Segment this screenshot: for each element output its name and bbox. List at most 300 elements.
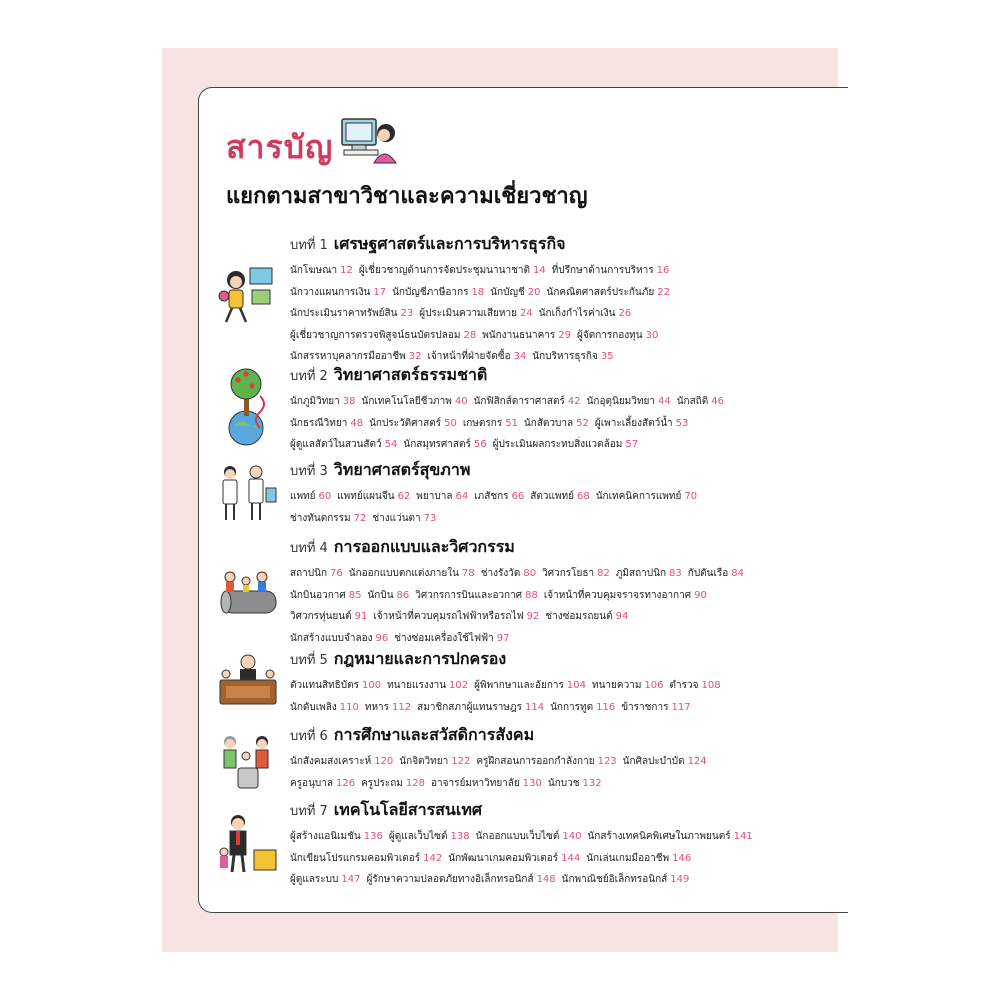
- page-number: 35: [600, 351, 614, 362]
- career-name: ทหาร: [364, 701, 390, 713]
- page-number: 106: [644, 680, 664, 691]
- engineering-illustration: [216, 567, 280, 623]
- toc-entry: [476, 831, 582, 842]
- toc-entry: [476, 756, 616, 767]
- toc-entry: [623, 756, 707, 767]
- career-name: ครูประถม: [361, 777, 403, 789]
- career-name: ข้าราชการ: [621, 701, 669, 713]
- career-name: ผู้รักษาความปลอดภัยทางอิเล็กทรอนิกส์: [366, 874, 534, 885]
- toc-entry: [290, 702, 359, 713]
- career-name: ช่างทันตกรรม: [290, 512, 351, 524]
- toc-entry: [481, 568, 536, 579]
- page-number: 82: [597, 568, 610, 579]
- page-number: 146: [672, 852, 692, 864]
- page-number: 92: [526, 611, 540, 622]
- toc-entry: [562, 874, 690, 885]
- page-number: 44: [657, 396, 671, 407]
- entry-line: [290, 826, 830, 848]
- toc-entry: [290, 568, 343, 579]
- page-number: 22: [657, 286, 670, 298]
- page-number: 84: [731, 568, 745, 579]
- toc-entry: [392, 287, 484, 298]
- toc-entry: [290, 308, 413, 319]
- page-number: 48: [350, 417, 364, 429]
- career-name: ที่ปรึกษาด้านการบริหาร: [551, 265, 654, 276]
- career-name: นักโฆษณา: [290, 265, 338, 276]
- toc-entry: [290, 396, 356, 407]
- page-number: 30: [645, 329, 659, 341]
- chapter-title: การศึกษาและสวัสดิการสังคม: [333, 725, 535, 744]
- career-name: ผู้ดูแลระบบ: [290, 874, 339, 885]
- page-number: 141: [733, 831, 753, 842]
- toc-entry: [290, 265, 353, 276]
- career-name: วิศวกรหุ่นยนต์: [290, 611, 352, 622]
- career-name: ผู้เพาะเลี้ยงสัตว์น้ำ: [594, 417, 673, 429]
- page-number: 68: [576, 491, 590, 502]
- chapter-entries: [290, 260, 830, 368]
- career-name: ตัวแทนสิทธิบัตร: [290, 680, 359, 691]
- toc-entry: [387, 680, 468, 691]
- page-number: 149: [670, 874, 690, 885]
- chapter-number: บทที่ 3: [290, 464, 328, 479]
- toc-entry: [545, 611, 628, 622]
- entry-line: [290, 486, 830, 508]
- career-name: อาจารย์มหาวิทยาลัย: [430, 777, 520, 789]
- career-name: นักพาณิชย์อิเล็กทรอนิกส์: [561, 874, 668, 885]
- career-name: ครูอนุบาล: [290, 777, 333, 789]
- career-name: นักบริหารธุรกิจ: [532, 351, 598, 362]
- career-name: นักศิลปะบำบัด: [622, 756, 685, 767]
- business-illustration: [216, 262, 280, 328]
- entry-line: [290, 751, 830, 773]
- entry-line: [290, 869, 830, 891]
- page-number: 102: [449, 680, 469, 691]
- career-name: ครูฝึกสอนการออกกำลังกาย: [476, 756, 595, 767]
- page-number: 88: [525, 589, 538, 601]
- career-name: นักภูมิวิทยา: [290, 396, 340, 407]
- toc-entry: [290, 513, 366, 524]
- toc-entry: [290, 330, 476, 341]
- page-number: 20: [527, 286, 541, 298]
- page-number: 12: [340, 265, 353, 276]
- entry-line: [290, 282, 830, 304]
- toc-entry: [290, 590, 361, 601]
- career-name: นักการทูต: [550, 701, 594, 713]
- chapter-entries: [290, 751, 830, 794]
- chapter-2: [290, 363, 830, 456]
- career-name: นักวางแผนการเงิน: [290, 286, 371, 298]
- toc-entry: [415, 590, 538, 601]
- chapter-4: [290, 535, 830, 649]
- chapter-number: บทที่ 7: [290, 804, 328, 819]
- career-name: ช่างซ่อมเครื่องใช้ไฟฟ้า: [394, 632, 494, 644]
- career-name: ผู้เชี่ยวชาญด้านการจัดประชุมนานาชาติ: [358, 265, 530, 276]
- toc-entry: [530, 491, 589, 502]
- entry-line: [290, 325, 830, 347]
- entry-line: [290, 303, 830, 325]
- career-name: นักอุตุนิยมวิทยา: [586, 396, 655, 407]
- toc-entry: [290, 418, 363, 429]
- toc-entry: [369, 418, 457, 429]
- toc-entry: [546, 287, 669, 298]
- page-number: 50: [444, 417, 457, 429]
- page-number: 40: [454, 396, 468, 407]
- toc-entry: [337, 491, 410, 502]
- toc-entry: [688, 568, 744, 579]
- toc-entry: [290, 351, 421, 362]
- toc-entry: [474, 680, 586, 691]
- toc-entry: [670, 680, 721, 691]
- page-number: 122: [451, 756, 471, 767]
- page-number: 29: [558, 329, 571, 341]
- page-number: 70: [684, 491, 698, 502]
- page-number: 117: [671, 701, 691, 713]
- toc-entry: [542, 568, 610, 579]
- career-name: ผู้ประเมินความเสียหาย: [419, 308, 517, 319]
- chapter-title: วิทยาศาสตร์ธรรมชาติ: [333, 365, 488, 384]
- toc-entry: [366, 874, 555, 885]
- chapter-number: บทที่ 1: [290, 238, 328, 253]
- career-name: นักสมุทรศาสตร์: [403, 439, 471, 450]
- chapter-number: บทที่ 6: [290, 729, 328, 744]
- career-name: ช่างซ่อมรถยนต์: [545, 611, 613, 622]
- page-number: 130: [522, 777, 542, 789]
- toc-entry: [290, 778, 355, 789]
- page-number: 56: [473, 439, 487, 450]
- chapter-title: เศรษฐศาสตร์และการบริหารธุรกิจ: [333, 234, 566, 253]
- career-name: นักบิน: [367, 589, 394, 601]
- toc-entry: [394, 633, 509, 644]
- law-government-illustration: [216, 652, 280, 710]
- page-number: 57: [625, 439, 639, 450]
- page-number: 76: [330, 568, 343, 579]
- toc-entry: [532, 351, 613, 362]
- page-number: 124: [687, 756, 707, 767]
- page-subtitle: แยกตามสาขาวิชาและความเชี่ยวชาญ: [226, 184, 588, 209]
- career-name: วิศวกรโยธา: [542, 568, 595, 579]
- career-name: ภูมิสถาปนิก: [615, 568, 667, 579]
- entry-line: [290, 260, 830, 282]
- page-number: 128: [405, 777, 425, 789]
- entry-line: [290, 585, 830, 607]
- toc-entry: [290, 287, 386, 298]
- career-name: นักเขียนโปรแกรมคอมพิวเตอร์: [290, 852, 421, 864]
- page-number: 86: [396, 589, 410, 601]
- entry-line: [290, 773, 830, 795]
- page-number: 85: [348, 589, 362, 601]
- education-welfare-illustration: [216, 730, 280, 794]
- career-name: นักบัญชีภาษีอากร: [392, 286, 469, 298]
- page-number: 17: [373, 286, 387, 298]
- career-name: นักสรรหาบุคลากรมืออาชีพ: [290, 351, 406, 362]
- toc-entry: [577, 330, 658, 341]
- page-number: 91: [354, 611, 368, 622]
- career-name: ผู้พิพากษาและอัยการ: [474, 680, 564, 691]
- chapter-heading: [290, 535, 830, 561]
- toc-entry: [448, 853, 580, 864]
- career-name: นักเล่นเกมมืออาชีพ: [586, 852, 670, 864]
- career-name: นักสังคมสงเคราะห์: [290, 756, 372, 767]
- entry-line: [290, 434, 830, 456]
- chapter-heading: [290, 723, 830, 749]
- chapter-entries: [290, 391, 830, 456]
- toc-entry: [349, 568, 475, 579]
- page-number: 32: [408, 351, 422, 362]
- chapter-3: [290, 458, 830, 529]
- page-number: 26: [618, 308, 632, 319]
- career-name: นักสัตวบาล: [523, 417, 574, 429]
- page-number: 72: [353, 512, 367, 524]
- career-name: นักบวช: [547, 777, 580, 789]
- chapter-number: บทที่ 2: [290, 369, 328, 384]
- information-technology-illustration: [216, 812, 280, 878]
- page-number: 97: [496, 632, 510, 644]
- entry-line: [290, 413, 830, 435]
- chapter-heading: [290, 363, 830, 389]
- page-number: 51: [505, 417, 518, 429]
- page-number: 28: [463, 329, 477, 341]
- toc-entry: [539, 308, 632, 319]
- toc-entry: [524, 418, 589, 429]
- page-title: สารบัญ: [226, 128, 334, 166]
- chapter-entries: [290, 486, 830, 529]
- toc-entry: [616, 568, 682, 579]
- toc-entry: [290, 680, 381, 691]
- toc-entry: [416, 491, 468, 502]
- toc-entry: [403, 439, 486, 450]
- career-name: ทนายความ: [592, 680, 642, 691]
- entry-line: [290, 675, 830, 697]
- career-name: เจ้าหน้าที่ฝ่ายจัดซื้อ: [427, 351, 511, 362]
- chapter-heading: [290, 458, 830, 484]
- career-name: ผู้สร้างแอนิเมชัน: [290, 831, 361, 842]
- page-number: 73: [423, 512, 437, 524]
- chapter-1: [290, 232, 830, 368]
- career-name: นักฟิสิกส์ดาราศาสตร์: [473, 396, 565, 407]
- page-number: 52: [576, 417, 589, 429]
- toc-entry: [482, 330, 571, 341]
- toc-entry: [290, 853, 442, 864]
- toc-entry: [427, 351, 526, 362]
- page-number: 53: [675, 417, 689, 429]
- career-name: ผู้จัดการกองทุน: [576, 329, 643, 341]
- page-number: 94: [615, 611, 629, 622]
- toc-entry: [417, 702, 544, 713]
- toc-entry: [365, 702, 411, 713]
- page-number: 144: [561, 852, 581, 864]
- toc-entry: [493, 439, 639, 450]
- page-number: 148: [536, 874, 556, 885]
- page-number: 116: [596, 701, 616, 713]
- page-number: 38: [342, 396, 356, 407]
- toc-entry: [587, 396, 671, 407]
- page-number: 23: [400, 308, 414, 319]
- page-number: 114: [524, 701, 545, 713]
- toc-entry: [389, 831, 470, 842]
- page-number: 66: [511, 491, 525, 502]
- chapter-title: วิทยาศาสตร์สุขภาพ: [333, 460, 471, 479]
- career-name: แพทย์แผนจีน: [337, 491, 395, 502]
- page-number: 120: [374, 756, 394, 767]
- toc-entry: [290, 756, 393, 767]
- toc-entry: [362, 396, 468, 407]
- page-number: 54: [384, 439, 398, 450]
- career-name: พนักงานธนาคาร: [482, 329, 556, 341]
- toc-entry: [474, 396, 581, 407]
- toc-entry: [290, 633, 388, 644]
- entry-line: [290, 563, 830, 585]
- page-number: 16: [656, 265, 670, 276]
- page-number: 100: [362, 680, 382, 691]
- career-name: เกษตรกร: [462, 417, 503, 429]
- page-number: 62: [397, 491, 411, 502]
- page-number: 123: [597, 756, 617, 767]
- toc-entry: [361, 778, 425, 789]
- toc-entry: [290, 491, 331, 502]
- page-number: 46: [711, 396, 724, 407]
- career-name: นักบัญชี: [490, 286, 525, 298]
- career-name: สถาปนิก: [290, 568, 328, 579]
- toc-entry: [490, 287, 540, 298]
- toc-entry: [290, 874, 360, 885]
- toc-entry: [290, 611, 367, 622]
- career-name: ทนายแรงงาน: [387, 680, 447, 691]
- toc-entry: [463, 418, 518, 429]
- career-name: นักประเมินราคาทรัพย์สิน: [290, 308, 398, 319]
- chapter-entries: [290, 826, 830, 891]
- page-number: 108: [701, 680, 721, 691]
- toc-entry: [290, 439, 397, 450]
- page-number: 96: [375, 632, 389, 644]
- toc-entry: [596, 491, 697, 502]
- page-number: 80: [523, 568, 537, 579]
- career-name: สัตวแพทย์: [530, 491, 574, 502]
- career-name: นักคณิตศาสตร์ประกันภัย: [546, 286, 655, 298]
- career-name: เจ้าหน้าที่ควบคุมรถไฟฟ้าหรือรถไฟ: [373, 611, 524, 622]
- page-number: 136: [363, 831, 383, 842]
- career-name: นักดับเพลิง: [290, 701, 337, 713]
- career-name: นักสร้างเทคนิคพิเศษในภาพยนตร์: [587, 831, 731, 842]
- page-number: 60: [318, 491, 332, 502]
- chapter-entries: [290, 675, 830, 718]
- entry-line: [290, 848, 830, 870]
- entry-line: [290, 508, 830, 530]
- page-number: 64: [455, 491, 469, 502]
- toc-entry: [548, 778, 602, 789]
- career-name: ผู้ดูแลเว็บไซต์: [388, 831, 448, 842]
- page-number: 90: [694, 589, 707, 601]
- page-number: 112: [392, 701, 412, 713]
- page-number: 14: [532, 265, 546, 276]
- page-number: 42: [567, 396, 581, 407]
- page-number: 132: [582, 777, 602, 789]
- entry-line: [290, 697, 830, 719]
- career-name: เภสัชกร: [474, 491, 509, 502]
- chapter-number: บทที่ 5: [290, 653, 328, 668]
- toc-entry: [419, 308, 533, 319]
- toc-entry: [592, 680, 664, 691]
- chapter-7: [290, 798, 830, 891]
- toc-entry: [677, 396, 724, 407]
- toc-entry: [552, 265, 670, 276]
- toc-entry: [367, 590, 409, 601]
- career-name: ผู้ประเมินผลกระทบสิ่งแวดล้อม: [492, 439, 623, 450]
- career-name: นักบินอวกาศ: [290, 589, 346, 601]
- toc-entry: [586, 853, 691, 864]
- career-name: นักพัฒนาเกมคอมพิวเตอร์: [448, 852, 559, 864]
- toc-entry: [474, 491, 524, 502]
- page-number: 142: [423, 852, 443, 864]
- career-name: นักสถิติ: [676, 396, 709, 407]
- page-number: 140: [562, 831, 582, 842]
- career-name: ช่างแว่นตา: [372, 512, 421, 524]
- career-name: นักเก็งกำไรค่าเงิน: [538, 308, 616, 319]
- page-number: 110: [339, 701, 359, 713]
- nature-science-illustration: [216, 366, 280, 446]
- chapter-title: กฎหมายและการปกครอง: [333, 649, 507, 668]
- page-number: 138: [450, 831, 470, 842]
- career-name: สมาชิกสภาผู้แทนราษฎร: [417, 701, 522, 713]
- career-name: ช่างรังวัด: [480, 568, 521, 579]
- page-number: 147: [341, 874, 361, 885]
- career-name: นักจิตวิทยา: [399, 756, 449, 767]
- toc-entry: [431, 778, 542, 789]
- entry-line: [290, 606, 830, 628]
- chapter-title: เทคโนโลยีสารสนเทศ: [333, 800, 483, 819]
- toc-entry: [399, 756, 470, 767]
- chapter-entries: [290, 563, 830, 649]
- page-number: 34: [513, 351, 527, 362]
- chapter-6: [290, 723, 830, 794]
- page-number: 126: [336, 777, 356, 789]
- career-name: ผู้เชี่ยวชาญการตรวจพิสูจน์ธนบัตรปลอม: [290, 329, 461, 341]
- career-name: นักออกแบบเว็บไซต์: [475, 831, 560, 842]
- career-name: กัปตันเรือ: [687, 568, 729, 579]
- toc-entry: [290, 831, 383, 842]
- page-number: 83: [669, 568, 682, 579]
- page-number: 24: [519, 308, 533, 319]
- toc-entry: [373, 611, 539, 622]
- career-name: นักเทคนิคการแพทย์: [595, 491, 682, 502]
- health-science-illustration: [216, 462, 280, 524]
- chapter-number: บทที่ 4: [290, 541, 328, 556]
- chapter-heading: [290, 232, 830, 258]
- career-name: นักเทคโนโลยีชีวภาพ: [361, 396, 452, 407]
- page-number: 18: [471, 286, 485, 298]
- career-name: เจ้าหน้าที่ควบคุมจราจรทางอากาศ: [543, 589, 692, 601]
- career-name: แพทย์: [290, 491, 316, 502]
- career-name: นักสร้างแบบจำลอง: [290, 632, 373, 644]
- chapter-title: การออกแบบและวิศวกรรม: [333, 537, 515, 556]
- toc-entry: [587, 831, 752, 842]
- toc-entry: [595, 418, 689, 429]
- page-number: 104: [566, 680, 586, 691]
- toc-entry: [550, 702, 615, 713]
- computer-girl-illustration: [340, 113, 400, 169]
- entry-line: [290, 628, 830, 650]
- chapter-5: [290, 647, 830, 718]
- toc-entry: [544, 590, 707, 601]
- chapter-heading: [290, 647, 830, 673]
- career-name: ผู้ดูแลสัตว์ในสวนสัตว์: [290, 439, 382, 450]
- toc-entry: [372, 513, 436, 524]
- toc-entry: [621, 702, 690, 713]
- page-number: 78: [462, 568, 475, 579]
- toc-entry: [359, 265, 546, 276]
- career-name: นักประวัติศาสตร์: [369, 417, 442, 429]
- entry-line: [290, 391, 830, 413]
- career-name: พยาบาล: [416, 491, 453, 502]
